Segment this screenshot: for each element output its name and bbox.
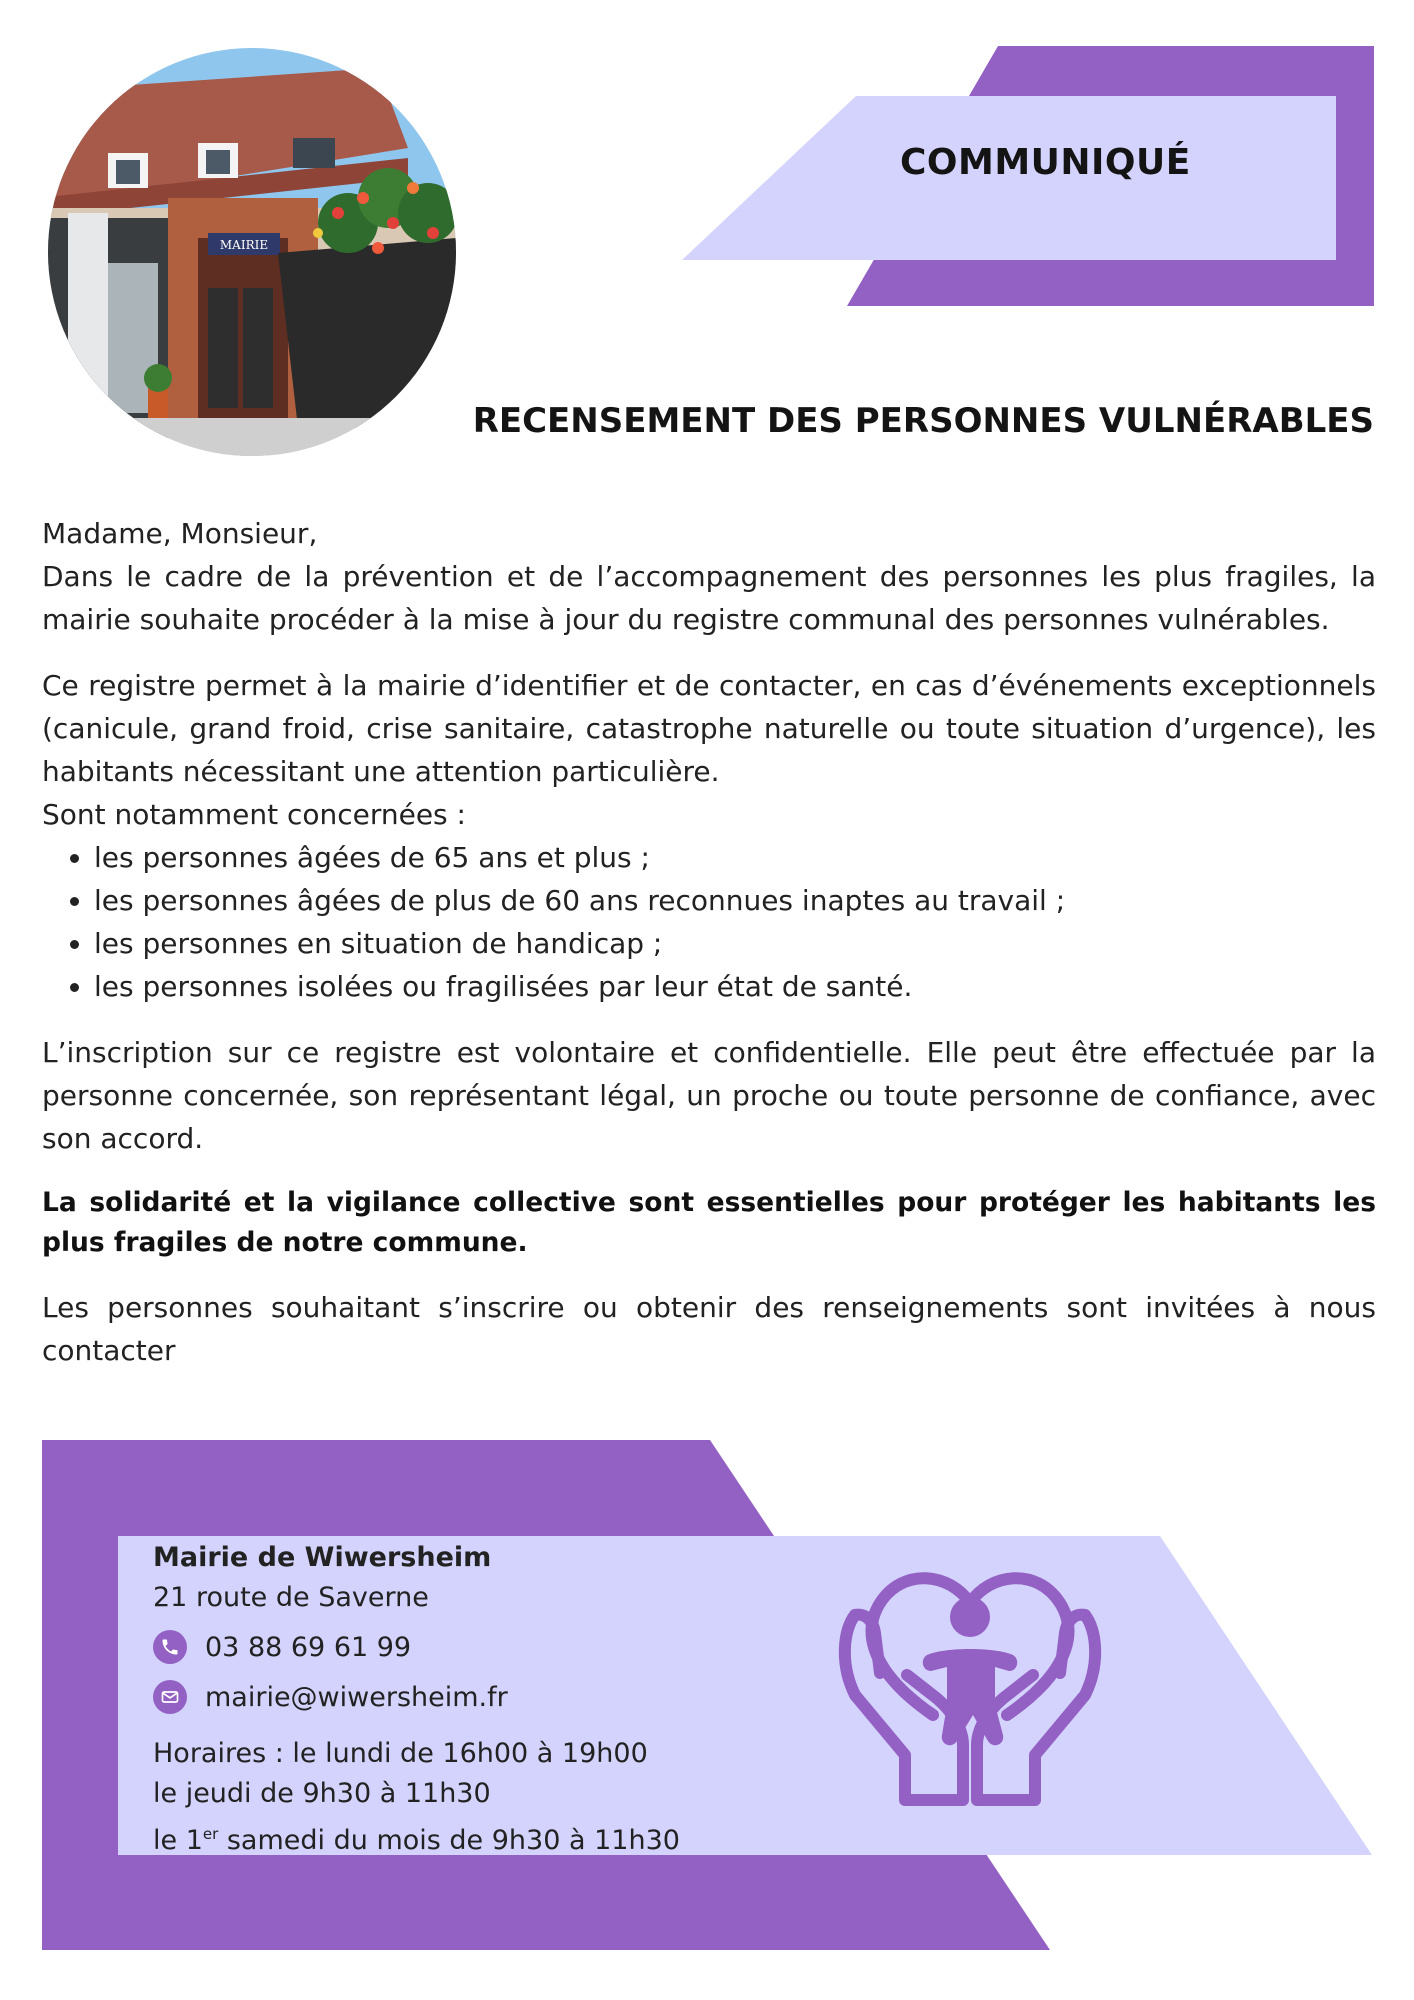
phone-icon — [153, 1630, 187, 1664]
hours-line-3-suffix: samedi du mois de 9h30 à 11h30 — [218, 1825, 680, 1856]
contact-phone: 03 88 69 61 99 — [205, 1631, 412, 1663]
contact-email: mairie@wiwersheim.fr — [205, 1681, 508, 1713]
list-item: • les personnes en situation de handicap ; — [94, 922, 1376, 965]
town-hall-photo — [48, 48, 456, 456]
register-paragraph: Ce registre permet à la mairie d’identifier et de contacter, en cas d’événements exceptionnels (canicule, grand froid, crise sanitaire, catastrophe naturelle ou toute situation d’urgence), les habitants nécessitant une attention particulière. — [42, 669, 1376, 788]
hours-line-1: Horaires : le lundi de 16h00 à 19h00 — [153, 1738, 648, 1769]
solidarity-emphasis: La solidarité et la vigilance collective sont essentielles pour protéger les habitants les plus fragiles de notre commune. — [42, 1187, 1376, 1258]
hours-line-3 — [153, 1814, 773, 1854]
contact-name: Mairie de Wiwersheim — [153, 1542, 492, 1573]
care-hands-heart-icon — [835, 1555, 1105, 1815]
phone-row[interactable] — [153, 1622, 773, 1672]
hours-line-3-prefix: le 1 — [153, 1825, 203, 1856]
email-row[interactable] — [153, 1672, 773, 1722]
concerned-intro: Sont notamment concernées : — [42, 798, 466, 831]
registration-paragraph: L’inscription sur ce registre est volontaire et confidentielle. Elle peut être effectuée par la personne concernée, son représentant légal, un proche ou toute personne de confiance, avec son accord. — [42, 1036, 1376, 1155]
hours-line-2: le jeudi de 9h30 à 11h30 — [153, 1778, 491, 1809]
intro-paragraph: Dans le cadre de la prévention et de l’accompagnement des personnes les plus fragiles, la mairie souhaite procéder à la mise à jour du registre communal des personnes vulnérables. — [42, 560, 1376, 636]
greeting: Madame, Monsieur, — [42, 517, 318, 550]
communique-label: COMMUNIQUÉ — [900, 142, 1191, 183]
list-item: • les personnes âgées de plus de 60 ans reconnues inaptes au travail ; — [94, 879, 1376, 922]
page-title: RECENSEMENT DES PERSONNES VULNÉRABLES — [472, 401, 1374, 441]
contact-block — [153, 1538, 773, 1854]
list-item: • les personnes isolées ou fragilisées par leur état de santé. — [94, 965, 1376, 1008]
envelope-icon — [153, 1680, 187, 1714]
hours-line-3-sup: er — [202, 1825, 219, 1843]
concerned-list — [42, 836, 1376, 1008]
closing-paragraph: Les personnes souhaitant s’inscrire ou obtenir des renseignements sont invitées à nous contacter — [42, 1291, 1376, 1367]
mairie-sign-text: MAIRIE — [219, 238, 269, 252]
list-item: • les personnes âgées de 65 ans et plus ; — [94, 836, 1376, 879]
contact-address: 21 route de Saverne — [153, 1582, 429, 1613]
letter-body — [42, 512, 1376, 1372]
